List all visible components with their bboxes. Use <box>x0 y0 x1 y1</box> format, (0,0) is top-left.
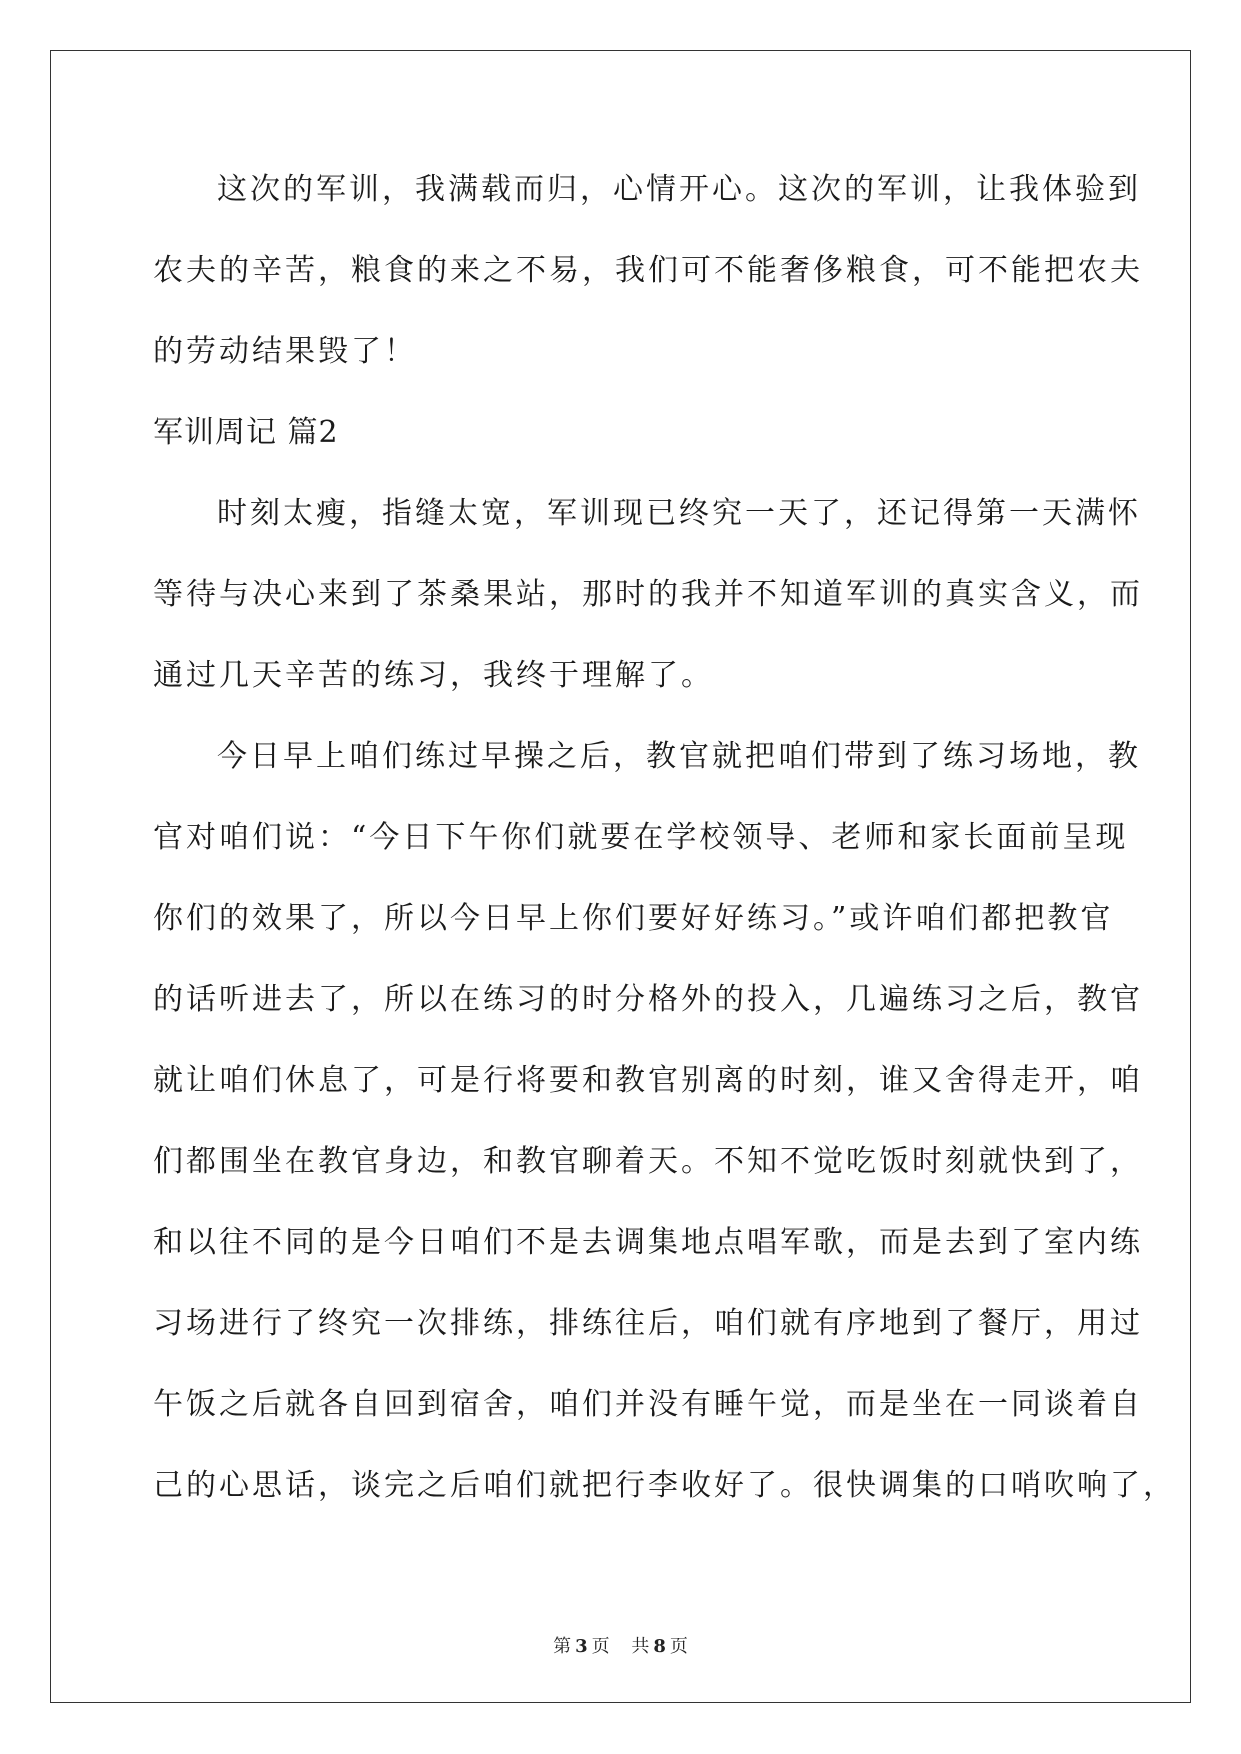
section-heading: 军训周记 篇2 <box>153 415 339 450</box>
paragraph-line: 的话听进去了，所以在练习的时分格外的投入，几遍练习之后，教官 <box>153 982 1143 1017</box>
total-word: 页 <box>669 1636 688 1657</box>
paragraph-line: 你们的效果了，所以今日早上你们要好好练习。”或许咱们都把教官 <box>153 901 1114 936</box>
paragraph-line: 农夫的辛苦，粮食的来之不易，我们可不能奢侈粮食，可不能把农夫 <box>153 253 1143 288</box>
paragraph-line: 的劳动结果毁了！ <box>153 334 417 369</box>
paragraph-line: 和以往不同的是今日咱们不是去调集地点唱军歌，而是去到了室内练 <box>153 1225 1143 1260</box>
paragraph-line: 官对咱们说：“今日下午你们就要在学校领导、老师和家长面前呈现 <box>153 820 1129 855</box>
page-number <box>549 1636 614 1657</box>
document-body <box>153 163 1176 1540</box>
page-word: 页 <box>591 1636 610 1657</box>
paragraph-line: 时刻太瘦，指缝太宽，军训现已终究一天了，还记得第一天满怀 <box>217 496 1141 531</box>
paragraph-line: 通过几天辛苦的练习，我终于理解了。 <box>153 658 714 693</box>
paragraph-line: 就让咱们休息了，可是行将要和教官别离的时刻，谁又舍得走开，咱 <box>153 1063 1143 1098</box>
total-prefix: 共 <box>631 1636 650 1657</box>
paragraph-line: 等待与决心来到了茶桑果站，那时的我并不知道军训的真实含义，而 <box>153 577 1143 612</box>
paragraph-line: 午饭之后就各自回到宿舍，咱们并没有睡午觉，而是坐在一同谈着自 <box>153 1387 1143 1422</box>
page-prefix: 第 <box>553 1636 572 1657</box>
paragraph-line: 们都围坐在教官身边，和教官聊着天。不知不觉吃饭时刻就快到了， <box>153 1144 1143 1179</box>
page-footer <box>0 1632 1241 1658</box>
paragraph-line: 己的心思话，谈完之后咱们就把行李收好了。很快调集的口哨吹响了， <box>153 1468 1176 1503</box>
paragraph-line: 今日早上咱们练过早操之后，教官就把咱们带到了练习场地，教 <box>217 739 1141 774</box>
paragraph-line: 习场进行了终究一次排练，排练往后，咱们就有序地到了餐厅，用过 <box>153 1306 1143 1341</box>
page-total <box>627 1636 692 1657</box>
current-page: 3 <box>575 1636 588 1657</box>
paragraph-line: 这次的军训，我满载而归，心情开心。这次的军训，让我体验到 <box>217 172 1141 207</box>
total-pages: 8 <box>653 1636 666 1657</box>
